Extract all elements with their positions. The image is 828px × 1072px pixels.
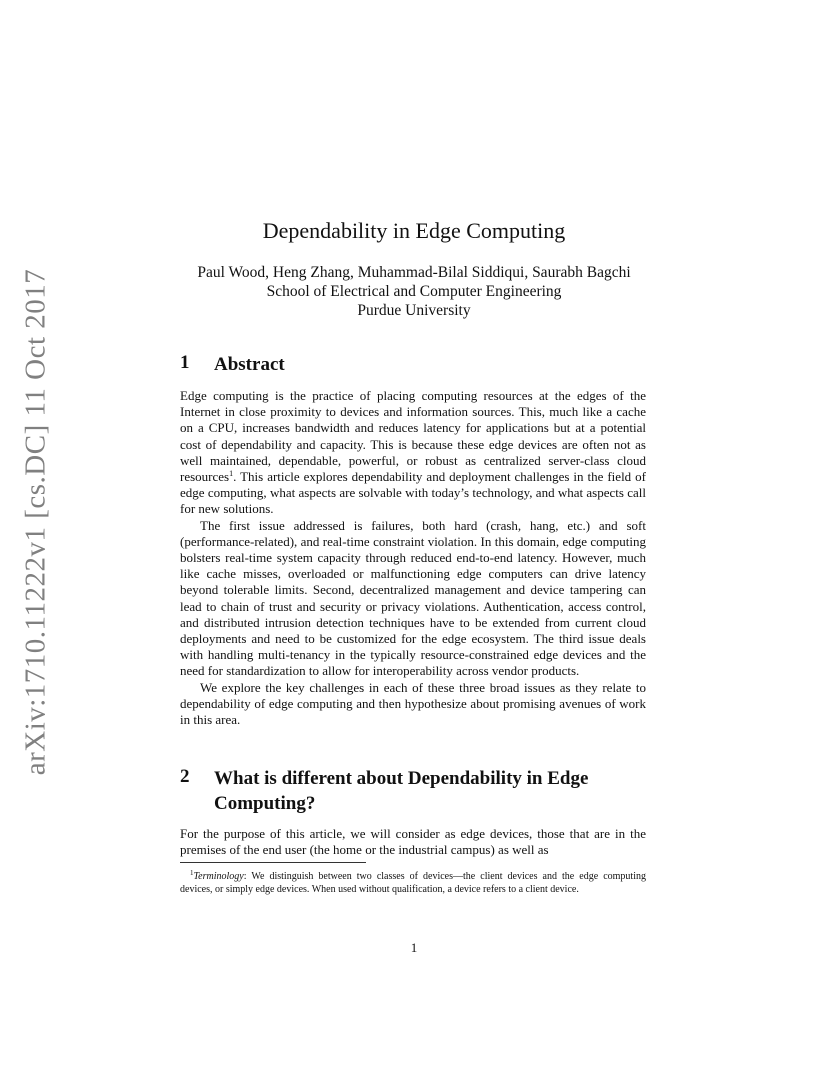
abstract-body — [180, 388, 646, 728]
footnote-divider — [180, 862, 366, 863]
arxiv-stamp-text: arXiv:1710.11222v1 [cs.DC] 11 Oct 2017 — [19, 268, 52, 776]
abstract-paragraph-1 — [180, 388, 646, 518]
section-2-body — [180, 826, 646, 858]
paper-title: Dependability in Edge Computing — [262, 218, 566, 243]
footnote-text: : We distinguish between two classes of devices—the client devices and the edge computing devices, or simply edge devices. When used without qualification, a device refers to a client device. — [180, 871, 646, 895]
abstract-paragraph-3: We explore the key challenges in each of these three broad issues as they relate to dependability of edge computing and then hypothesize about promising avenues of work in this area. — [180, 679, 646, 728]
page-number: 1 — [410, 940, 418, 955]
abstract-paragraph-2: The first issue addressed is failures, both hard (crash, hang, etc.) and soft (performance-related), and real-time constraint violation. In this domain, edge computing bolsters real-time system capacity through reduced end-to-end latency. However, much like cache misses, overloaded or malfunctioning edge computers can drive latency beyond tolerable limits. Second, decentralized management and device tampering can lead to chain of trust and security or privacy violations. Authentication, access control, and distributed intrusion detection techniques have to be extended from current cloud deployments and need to be customized for the edge ecosystem. The third issue deals with handling multi-tenancy in the typically resource-constrained edge devices and the need for standardization to allow for interoperability across vendor products. — [180, 517, 646, 679]
footnote — [180, 867, 646, 896]
section-1-title: Abstract — [214, 354, 285, 375]
section-2-paragraph-1: For the purpose of this article, we will consider as edge devices, those that are in the premises of the end user (the home or the industrial campus) as well as — [180, 826, 646, 858]
footnote-mark: 1 — [190, 869, 194, 877]
footnote-reference[interactable]: 1 — [229, 469, 234, 479]
university: Purdue University — [357, 302, 471, 319]
author-list: Paul Wood, Heng Zhang, Muhammad-Bilal Siddiqui, Saurabh Bagchi — [197, 264, 631, 281]
abstract-p1-part-b: . This article explores dependability and deployment challenges in the field of edge computing, what aspects are solvable with today’s technology, and what aspects call for new solutions. — [180, 469, 646, 517]
affiliation: School of Electrical and Computer Engineering — [266, 283, 562, 300]
section-2-title: What is different about Dependability in Edge Computing? — [214, 768, 589, 814]
abstract-p1-part-a: Edge computing is the practice of placing computing resources at the edges of the Internet in close proximity to devices and information sources. This, much like a cache on a CPU, increases bandwidth and reduces latency for applications but at a potential cost of dependability and capacity. This is because these edge devices are often not as well maintained, dependable, powerful, or robust as centralized server-class cloud resources — [180, 388, 646, 485]
section-2-number: 2 — [180, 766, 190, 787]
section-1-number: 1 — [180, 352, 190, 373]
footnote-label: Terminology — [193, 871, 244, 882]
